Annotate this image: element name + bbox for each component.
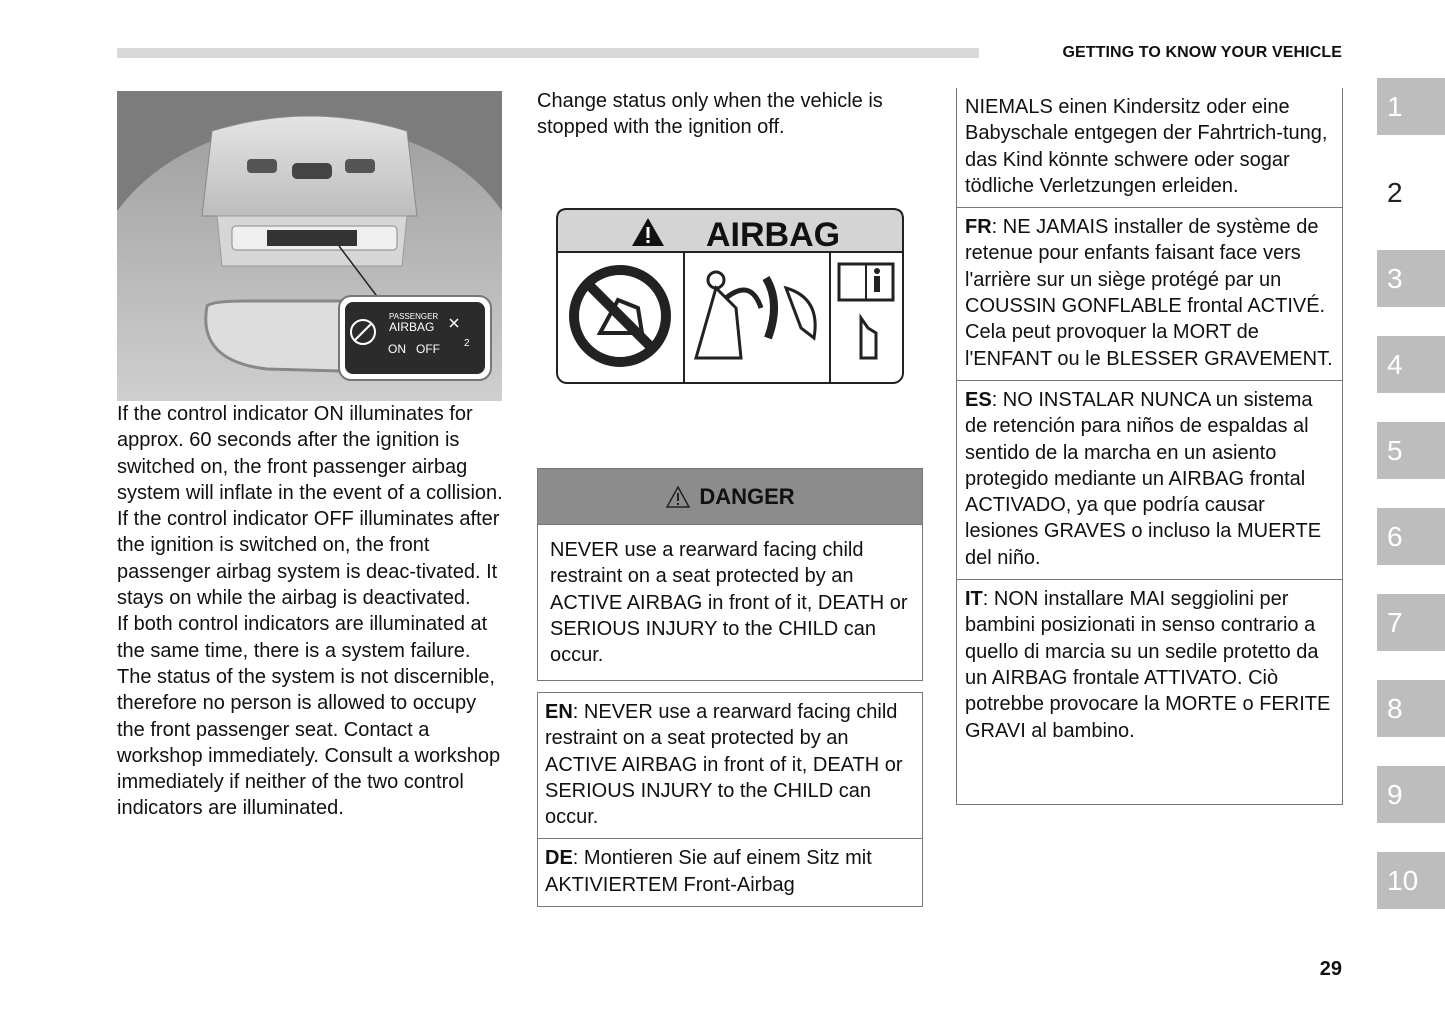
inset-airbag-text: AIRBAG xyxy=(389,320,435,334)
header-rule xyxy=(117,48,979,58)
danger-title: DANGER xyxy=(699,483,795,509)
it-text: : NON installare MAI seggiolini per bambini posizionati in senso contrario a quello di marcia su un sedile protetto da un AIRBAG frontale ATTIVATO. Ciò potrebbe provocare la MORTE o FERITE GRAVI al bambino. xyxy=(965,588,1331,742)
inset-num-text: 2 xyxy=(464,338,470,349)
en-text: : NEVER use a rearward facing child restraint on a seat protected by an ACTIVE AIRBAG in front of it, DEATH or SERIOUS INJURY to the CHILD can occur. xyxy=(545,701,903,829)
en-code: EN xyxy=(545,701,573,723)
de-code: DE xyxy=(545,847,573,870)
chapter-tab-2[interactable]: 2 xyxy=(1377,164,1445,221)
de-cont-text: NIEMALS einen Kindersitz oder eine Babyschale entgegen der Fahrtrich-tung, das Kind könnte schwere oder sogar tödliche Verletzungen erleiden. xyxy=(965,96,1328,197)
danger-box xyxy=(537,468,923,681)
inset-passenger-text: PASSENGER xyxy=(389,312,439,321)
de-text: : Montieren Sie auf einem Sitz mit AKTIVIERTEM Front-Airbag xyxy=(545,847,872,896)
chapter-tab-1[interactable]: 1 xyxy=(1377,78,1445,135)
inset-off-text: OFF xyxy=(416,342,440,356)
chapter-tab-6[interactable]: 6 xyxy=(1377,508,1445,565)
en-warning xyxy=(538,693,922,839)
indicator-explanation-text: If the control indicator ON illuminates for approx. 60 seconds after the ignition is switched on, the front passenger airbag system will inflate in the event of a collision. If the control indicator OFF illuminates after the ignition is switched on, the front passenger airbag system is deac-tivated. It stays on while the airbag is deactivated. If both control indicators are illuminated at the same time, there is a system failure. The status of the system is not discernible, therefore no person is allowed to occupy the front passenger seat. Contact a workshop immediately. Consult a workshop immediately if neither of the two control indicators are illuminated. xyxy=(117,403,503,820)
chapter-tab-9[interactable]: 9 xyxy=(1377,766,1445,823)
de-warning-cont xyxy=(957,88,1342,208)
overhead-console-photo xyxy=(117,91,502,401)
intro-text: Change status only when the vehicle is stopped with the ignition off. xyxy=(537,90,883,139)
it-warning xyxy=(957,580,1342,752)
language-warnings-box-2 xyxy=(956,88,1343,805)
chapter-tab-8[interactable]: 8 xyxy=(1377,680,1445,737)
chapter-tab-10[interactable]: 10 xyxy=(1377,852,1445,909)
page-number: 29 xyxy=(1319,958,1342,980)
chapter-tab-5[interactable]: 5 xyxy=(1377,422,1445,479)
fr-text: : NE JAMAIS installer de système de retenue pour enfants faisant face vers l'arrière sur un siège protégé par un COUSSIN GONFLABLE frontal ACTIVÉ. Cela peut provoquer la MORT de l'ENFANT ou le BLESSER GRAVEMENT. xyxy=(965,216,1333,370)
fr-warning xyxy=(957,208,1342,381)
language-warnings-box-1 xyxy=(537,692,923,907)
danger-text: NEVER use a rearward facing child restraint on a seat protected by an ACTIVE AIRBAG in front of it, DEATH or SERIOUS INJURY to the CHILD can occur. xyxy=(550,539,908,667)
chapter-tab-3[interactable]: 3 xyxy=(1377,250,1445,307)
airbag-label-title: AIRBAG xyxy=(706,216,841,254)
section-title: GETTING TO KNOW YOUR VEHICLE xyxy=(1062,44,1342,61)
de-warning xyxy=(538,839,922,906)
airbag-warning-label xyxy=(556,208,904,384)
danger-header xyxy=(538,469,922,525)
inset-on-text: ON xyxy=(388,342,406,356)
fr-code: FR xyxy=(965,216,992,239)
warning-triangle-icon xyxy=(665,485,691,509)
it-code: IT xyxy=(965,588,983,611)
es-warning xyxy=(957,381,1342,580)
chapter-tab-4[interactable]: 4 xyxy=(1377,336,1445,393)
chapter-tab-7[interactable]: 7 xyxy=(1377,594,1445,651)
es-text: : NO INSTALAR NUNCA un sistema de retención para niños de espaldas al sentido de la marcha en un asiento protegido mediante un AIRBAG frontal ACTIVADO, ya que podría causar lesiones GRAVES o incluso la MUERTE del niño. xyxy=(965,388,1322,569)
es-code: ES xyxy=(965,388,992,411)
